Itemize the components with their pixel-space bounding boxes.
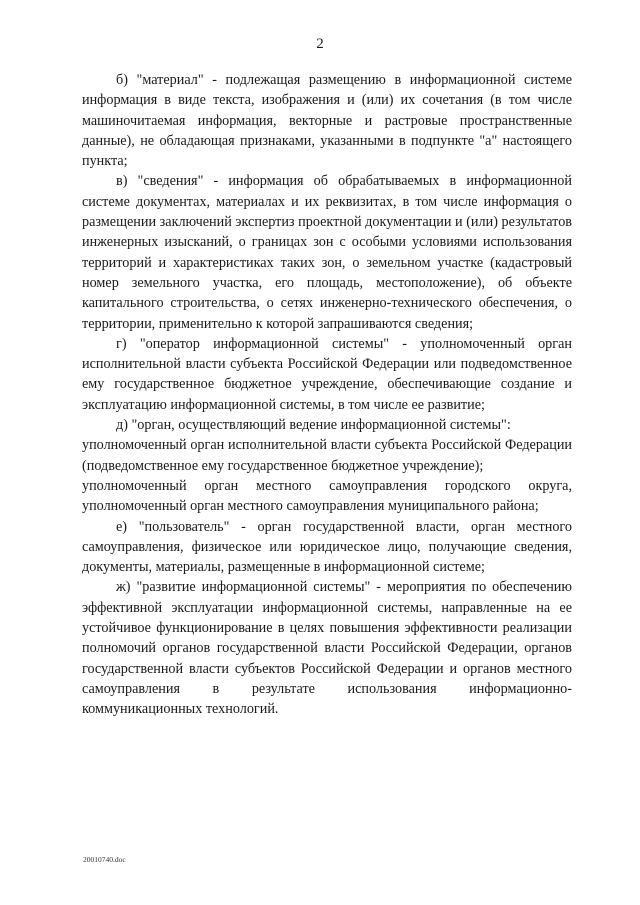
- paragraph-g-operator: г) "оператор информационной системы" - уполномоченный орган исполнительной власти субъекта Российской Федерации или подведомственное ему государственное бюджетное учреждение, обеспечивающие создание и эксплуатацию информационной системы, в том числе ее развитие;: [82, 335, 572, 413]
- page-number: 2: [316, 36, 324, 52]
- footer-file-code: 20010740.doc: [83, 855, 126, 864]
- paragraph-e-user: е) "пользователь" - орган государственной власти, орган местного самоуправления, физическое или юридическое лицо, получающие сведения, документы, материалы, размещенные в информационной системе;: [82, 518, 572, 576]
- paragraph-b-material: б) "материал" - подлежащая размещению в информационной системе информация в виде текста, изображения и (или) их сочетания (в том числе машиночитаемая информация, векторные и растровые пространственные данные), не обладающая признаками, указанными в подпункте "а" настоящего пункта;: [82, 72, 572, 170]
- paragraph-zh-development: ж) "развитие информационной системы" - мероприятия по обеспечению эффективной эксплуатации информационной системы, направленные на ее устойчивое функционирование в целях повышения эффективности реализации полномочий органов государственной власти Российской Федерации, органов государственной власти субъектов Российской Федерации и органов местного самоуправления в результате использования информационно-коммуникационных технологий.: [82, 579, 572, 718]
- paragraph-v-svedeniya: в) "сведения" - информация об обрабатываемых в информационной системе документах, материалах и их реквизитах, в том числе информация о размещении заключений экспертиз проектной документации и (или) результатов инженерных изысканий, о границах зон с особыми условиями использования территорий и характеристиках таких зон, о земельном участке (кадастровый номер земельного участка, его площадь, местоположение), об объекте капитального строительства, о сетях инженерно-технического обеспечения, о территории, применительно к которой запрашиваются сведения;: [82, 173, 572, 332]
- paragraph-d-organ-subject: уполномоченный орган исполнительной власти субъекта Российской Федерации (подведомственное ему государственное бюджетное учреждение);: [82, 437, 572, 474]
- paragraph-d-organ-local: уполномоченный орган местного самоуправления городского округа, уполномоченный орган местного самоуправления муниципального района;: [82, 477, 572, 515]
- paragraph-d-organ: д) "орган, осуществляющий ведение информационной системы":: [116, 417, 511, 434]
- document-body: [82, 70, 572, 720]
